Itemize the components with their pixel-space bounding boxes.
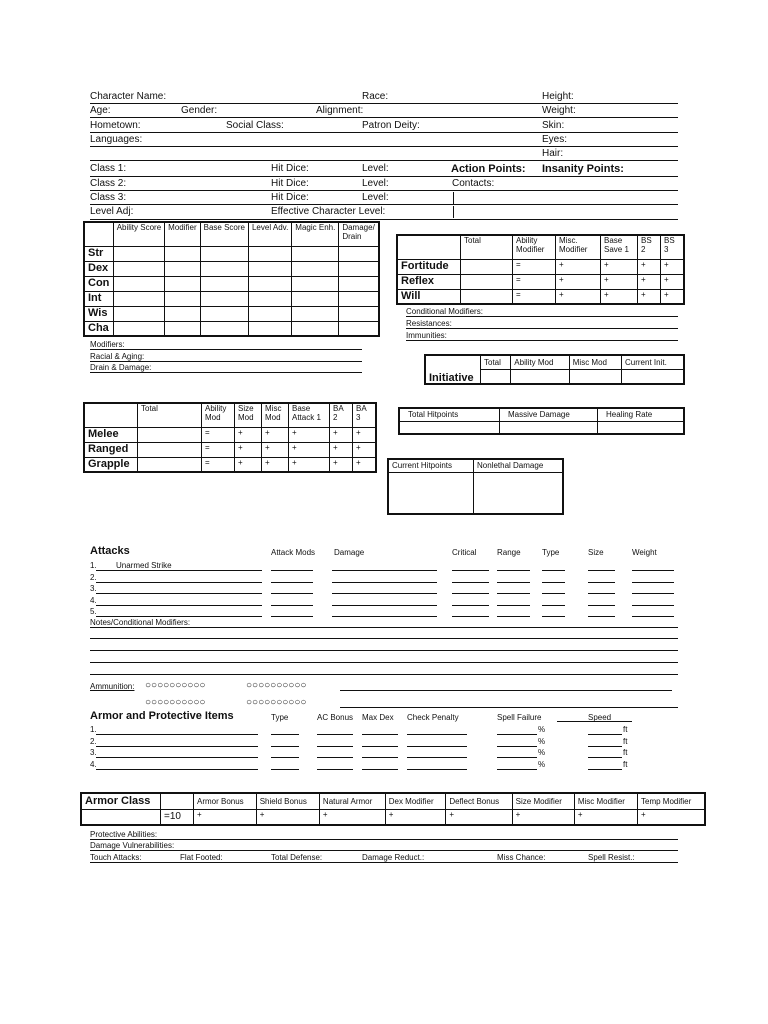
- ammo-circles[interactable]: ○○○○○○○○○○: [145, 697, 206, 708]
- contacts-label: Contacts:: [452, 178, 495, 189]
- save-row-label: Will: [397, 289, 461, 304]
- armor-field-line[interactable]: [407, 769, 467, 770]
- ability-header: Modifier: [165, 222, 200, 246]
- attack-number: 2.: [90, 572, 97, 582]
- divider: [90, 219, 678, 220]
- insanity-points-label: Insanity Points:: [542, 163, 624, 175]
- armor-header: Check Penalty: [407, 713, 459, 722]
- armor-field-line[interactable]: [362, 746, 398, 747]
- divider: [406, 328, 678, 329]
- racial-aging-label: Racial & Aging:: [90, 352, 145, 361]
- total-defense-label: Total Defense:: [271, 853, 323, 862]
- combat-row-label: Melee: [84, 427, 138, 442]
- divider: [90, 627, 678, 628]
- percent-sign: %: [538, 759, 546, 769]
- spell-failure-line[interactable]: [497, 769, 537, 770]
- attack-field-line[interactable]: [542, 605, 565, 606]
- ac-header: Deflect Bonus: [446, 793, 512, 809]
- race-label: Race:: [362, 91, 389, 102]
- attack-field-line[interactable]: [452, 582, 489, 583]
- divider: [453, 206, 454, 218]
- save-header: BS 2: [638, 235, 661, 259]
- attack-field-line[interactable]: [632, 582, 674, 583]
- divider: [90, 839, 678, 840]
- attack-field-line[interactable]: [632, 593, 674, 594]
- attack-number: 4.: [90, 595, 97, 605]
- armor-field-line[interactable]: [271, 769, 299, 770]
- languages-label: Languages:: [90, 134, 143, 145]
- divider: [90, 146, 678, 147]
- combat-header: Total: [138, 403, 202, 427]
- armor-field-line[interactable]: [407, 734, 467, 735]
- divider: [453, 192, 454, 204]
- initiative-header: Current Init.: [622, 355, 685, 369]
- combat-header: Size Mod: [235, 403, 262, 427]
- attack-field-line[interactable]: [332, 616, 437, 617]
- spell-resist-label: Spell Resist.:: [588, 853, 635, 862]
- ecl-label: Effective Character Level:: [271, 206, 386, 217]
- attack-field-line[interactable]: [588, 582, 615, 583]
- save-header: Misc. Modifier: [556, 235, 601, 259]
- drain-damage-label: Drain & Damage:: [90, 363, 152, 372]
- initiative-label: Initiative: [425, 355, 481, 384]
- armor-field-line[interactable]: [271, 734, 299, 735]
- resistances-label: Resistances:: [406, 319, 452, 328]
- ability-row-label: Int: [84, 291, 113, 306]
- alignment-label: Alignment:: [316, 105, 364, 116]
- spell-failure-line[interactable]: [497, 746, 537, 747]
- divider: [90, 204, 678, 205]
- flat-footed-label: Flat Footed:: [180, 853, 223, 862]
- percent-sign: %: [538, 725, 546, 734]
- divider: [90, 650, 678, 651]
- damage-vulnerabilities-label: Damage Vulnerabilities:: [90, 841, 175, 850]
- ability-row-label: Dex: [84, 261, 113, 276]
- nonlethal-damage-label: Nonlethal Damage: [474, 459, 564, 472]
- divider: [90, 638, 678, 639]
- divider: [90, 103, 678, 104]
- armor-field-line[interactable]: [362, 769, 398, 770]
- weight-label: Weight:: [542, 105, 576, 116]
- massive-damage-label: Massive Damage: [500, 408, 598, 421]
- spell-failure-line[interactable]: [497, 757, 537, 758]
- save-header: BS 3: [661, 235, 685, 259]
- level-label: Level:: [362, 163, 389, 174]
- divider: [90, 372, 362, 373]
- combat-row-label: Grapple: [84, 457, 138, 472]
- attack-field-line[interactable]: [452, 605, 489, 606]
- feet-unit: ft: [623, 759, 628, 769]
- initiative-header: Ability Mod: [511, 355, 569, 369]
- attack-field-line[interactable]: [632, 605, 674, 606]
- class2-label: Class 2:: [90, 178, 127, 189]
- armor-name-line[interactable]: [96, 734, 258, 735]
- current-hitpoints-table: [387, 458, 564, 515]
- ability-row-label: Cha: [84, 321, 113, 336]
- attack-name: Unarmed Strike: [116, 561, 172, 570]
- save-header: Ability Modifier: [513, 235, 556, 259]
- divider: [557, 721, 632, 722]
- attack-field-line[interactable]: [632, 570, 674, 571]
- ac-header: Size Modifier: [512, 793, 574, 809]
- attack-name-line[interactable]: [96, 593, 262, 594]
- attack-header: Damage: [334, 548, 365, 557]
- attack-header: Weight: [632, 548, 657, 557]
- feet-unit: ft: [623, 736, 628, 746]
- attack-field-line[interactable]: [332, 582, 437, 583]
- combat-header: Base Attack 1: [289, 403, 330, 427]
- armor-number: 1.: [90, 725, 97, 734]
- attack-field-line[interactable]: [542, 570, 565, 571]
- patron-deity-label: Patron Deity:: [362, 120, 420, 131]
- attack-field-line[interactable]: [332, 593, 437, 594]
- damage-reduct-label: Damage Reduct.:: [362, 853, 425, 862]
- initiative-header: Misc Mod: [569, 355, 621, 369]
- ammo-circles[interactable]: ○○○○○○○○○○: [145, 680, 206, 691]
- attack-header: Critical: [452, 548, 477, 557]
- age-label: Age:: [90, 105, 111, 116]
- divider: [90, 674, 678, 675]
- initiative-table: [424, 354, 685, 385]
- attack-field-line[interactable]: [497, 593, 530, 594]
- attack-number: 1.: [90, 561, 97, 570]
- attack-field-line[interactable]: [271, 593, 313, 594]
- attack-field-line[interactable]: [271, 605, 313, 606]
- attack-field-line[interactable]: [332, 570, 437, 571]
- armor-field-line[interactable]: [271, 757, 299, 758]
- save-header: Total: [461, 235, 513, 259]
- attack-field-line[interactable]: [452, 593, 489, 594]
- divider: [90, 176, 678, 177]
- attack-number: 5.: [90, 607, 97, 617]
- combat-header: BA 2: [330, 403, 353, 427]
- ammunition-label: Ammunition:: [90, 682, 135, 691]
- spell-failure-line[interactable]: [497, 734, 537, 735]
- armor-class-table: Armor Class Armor Bonus Shield Bonus Natural Armor Dex Modifier Deflect Bonus Size Modifier Misc Modifier Temp Modifier =10 + + + + + + + +: [80, 792, 706, 826]
- armor-field-line[interactable]: [362, 757, 398, 758]
- gender-label: Gender:: [181, 105, 218, 116]
- save-header: Base Save 1: [601, 235, 638, 259]
- attack-field-line[interactable]: [497, 570, 530, 571]
- attack-name-line[interactable]: [96, 570, 262, 571]
- attack-number: 3.: [90, 584, 97, 594]
- ac-base-value: =10: [161, 809, 194, 825]
- hitpoints-table: [398, 407, 685, 435]
- ability-table: [83, 221, 380, 337]
- attack-field-line[interactable]: [271, 582, 313, 583]
- divider: [340, 690, 672, 691]
- speed-line[interactable]: [588, 769, 622, 770]
- armor-field-line[interactable]: [317, 734, 353, 735]
- combat-header: Misc Mod: [262, 403, 289, 427]
- armor-header: AC Bonus: [317, 713, 354, 722]
- attacks-title: Attacks: [90, 545, 130, 557]
- eyes-label: Eyes:: [542, 134, 568, 145]
- feet-unit: ft: [623, 748, 628, 758]
- speed-line[interactable]: [588, 746, 622, 747]
- attack-field-line[interactable]: [588, 605, 615, 606]
- armor-class-label: Armor Class: [81, 793, 161, 809]
- attack-header: Size: [588, 548, 604, 557]
- armor-field-line[interactable]: [317, 757, 353, 758]
- divider: [90, 160, 678, 161]
- hit-dice-label: Hit Dice:: [271, 163, 309, 174]
- total-hitpoints-label: Total Hitpoints: [399, 408, 500, 421]
- armor-name-line[interactable]: [96, 769, 258, 770]
- hit-dice-label: Hit Dice:: [271, 178, 309, 189]
- ability-header: Magic Enh.: [292, 222, 339, 246]
- immunities-label: Immunities:: [406, 331, 447, 340]
- armor-field-line[interactable]: [407, 746, 467, 747]
- attack-field-line[interactable]: [452, 570, 489, 571]
- divider: [90, 662, 678, 663]
- level-adj-label: Level Adj:: [90, 206, 134, 217]
- class1-label: Class 1:: [90, 163, 127, 174]
- attack-field-line[interactable]: [588, 570, 615, 571]
- armor-number: 2.: [90, 736, 97, 746]
- armor-title: Armor and Protective Items: [90, 710, 234, 722]
- ac-header: Temp Modifier: [638, 793, 705, 809]
- attack-field-line[interactable]: [497, 616, 530, 617]
- armor-field-line[interactable]: [317, 769, 353, 770]
- current-hitpoints-label: Current Hitpoints: [388, 459, 474, 472]
- attack-field-line[interactable]: [588, 616, 615, 617]
- ac-header: Dex Modifier: [385, 793, 446, 809]
- height-label: Height:: [542, 91, 574, 102]
- armor-number: 4.: [90, 759, 97, 769]
- attack-name-line[interactable]: [96, 605, 262, 606]
- notes-label: Notes/Conditional Modifiers:: [90, 618, 191, 627]
- divider: [90, 117, 678, 118]
- divider: [90, 190, 678, 191]
- attack-field-line[interactable]: [588, 593, 615, 594]
- level-label: Level:: [362, 178, 389, 189]
- ac-header: Shield Bonus: [256, 793, 319, 809]
- armor-header: Max Dex: [362, 713, 394, 722]
- ability-header: Damage/ Drain: [339, 222, 379, 246]
- ability-row-label: Wis: [84, 306, 113, 321]
- ac-header: Misc Modifier: [574, 793, 637, 809]
- ability-header: Level Adv.: [248, 222, 291, 246]
- ac-header: Natural Armor: [319, 793, 385, 809]
- initiative-header: Total: [481, 355, 511, 369]
- attack-field-line[interactable]: [542, 616, 565, 617]
- armor-header: Type: [271, 713, 289, 722]
- armor-name-line[interactable]: [96, 757, 258, 758]
- class3-label: Class 3:: [90, 192, 127, 203]
- ability-header: Ability Score: [113, 222, 164, 246]
- save-row-label: Reflex: [397, 274, 461, 289]
- attack-field-line[interactable]: [497, 582, 530, 583]
- combat-header: BA 3: [353, 403, 377, 427]
- hair-label: Hair:: [542, 148, 564, 159]
- ammo-circles[interactable]: ○○○○○○○○○○: [246, 697, 307, 708]
- armor-number: 3.: [90, 748, 97, 758]
- ability-row-label: Con: [84, 276, 113, 291]
- divider: [90, 361, 362, 362]
- saves-table: Total Ability Modifier Misc. Modifier Base Save 1 BS 2 BS 3 Fortitude = + + + + Reflex = + + + + Will = + + + +: [396, 234, 685, 305]
- skin-label: Skin:: [542, 120, 565, 131]
- attack-field-line[interactable]: [497, 605, 530, 606]
- combat-table: Total Ability Mod Size Mod Misc Mod Base Attack 1 BA 2 BA 3 Melee = + + + + + Ranged = + + + + + Grapple = + + + + +: [83, 402, 377, 473]
- divider: [406, 316, 678, 317]
- miss-chance-label: Miss Chance:: [497, 853, 546, 862]
- modifiers-label: Modifiers:: [90, 340, 125, 349]
- attack-field-line[interactable]: [632, 616, 674, 617]
- character-name-label: Character Name:: [90, 91, 167, 102]
- attack-header: Attack Mods: [271, 548, 316, 557]
- ammo-circles[interactable]: ○○○○○○○○○○: [246, 680, 307, 691]
- armor-field-line[interactable]: [362, 734, 398, 735]
- divider: [90, 862, 678, 863]
- ac-header: Armor Bonus: [194, 793, 257, 809]
- armor-field-line[interactable]: [317, 746, 353, 747]
- armor-header: Speed: [588, 713, 612, 722]
- combat-header: Ability Mod: [202, 403, 235, 427]
- healing-rate-label: Healing Rate: [598, 408, 685, 421]
- attack-field-line[interactable]: [542, 593, 565, 594]
- divider: [406, 340, 678, 341]
- attack-field-line[interactable]: [271, 616, 313, 617]
- divider: [340, 707, 678, 708]
- save-row-label: Fortitude: [397, 259, 461, 274]
- feet-unit: ft: [623, 725, 628, 734]
- attack-field-line[interactable]: [271, 570, 313, 571]
- level-label: Level:: [362, 192, 389, 203]
- ability-row-label: Str: [84, 246, 113, 261]
- attack-field-line[interactable]: [332, 605, 437, 606]
- attack-field-line[interactable]: [542, 582, 565, 583]
- hometown-label: Hometown:: [90, 120, 141, 131]
- hit-dice-label: Hit Dice:: [271, 192, 309, 203]
- ability-header: Base Score: [200, 222, 248, 246]
- percent-sign: %: [538, 748, 546, 758]
- divider: [90, 132, 678, 133]
- social-class-label: Social Class:: [226, 120, 284, 131]
- protective-abilities-label: Protective Abilities:: [90, 830, 158, 839]
- attack-header: Type: [542, 548, 560, 557]
- conditional-modifiers-label: Conditional Modifiers:: [406, 307, 483, 316]
- armor-header: Spell Failure: [497, 713, 542, 722]
- divider: [90, 850, 678, 851]
- speed-line[interactable]: [588, 757, 622, 758]
- combat-row-label: Ranged: [84, 442, 138, 457]
- percent-sign: %: [538, 736, 546, 746]
- divider: [90, 349, 362, 350]
- attack-name-line[interactable]: [96, 582, 262, 583]
- armor-field-line[interactable]: [407, 757, 467, 758]
- action-points-label: Action Points:: [451, 163, 526, 175]
- touch-attacks-label: Touch Attacks:: [90, 853, 142, 862]
- armor-field-line[interactable]: [271, 746, 299, 747]
- attack-field-line[interactable]: [452, 616, 489, 617]
- speed-line[interactable]: [588, 734, 622, 735]
- armor-name-line[interactable]: [96, 746, 258, 747]
- attack-header: Range: [497, 548, 521, 557]
